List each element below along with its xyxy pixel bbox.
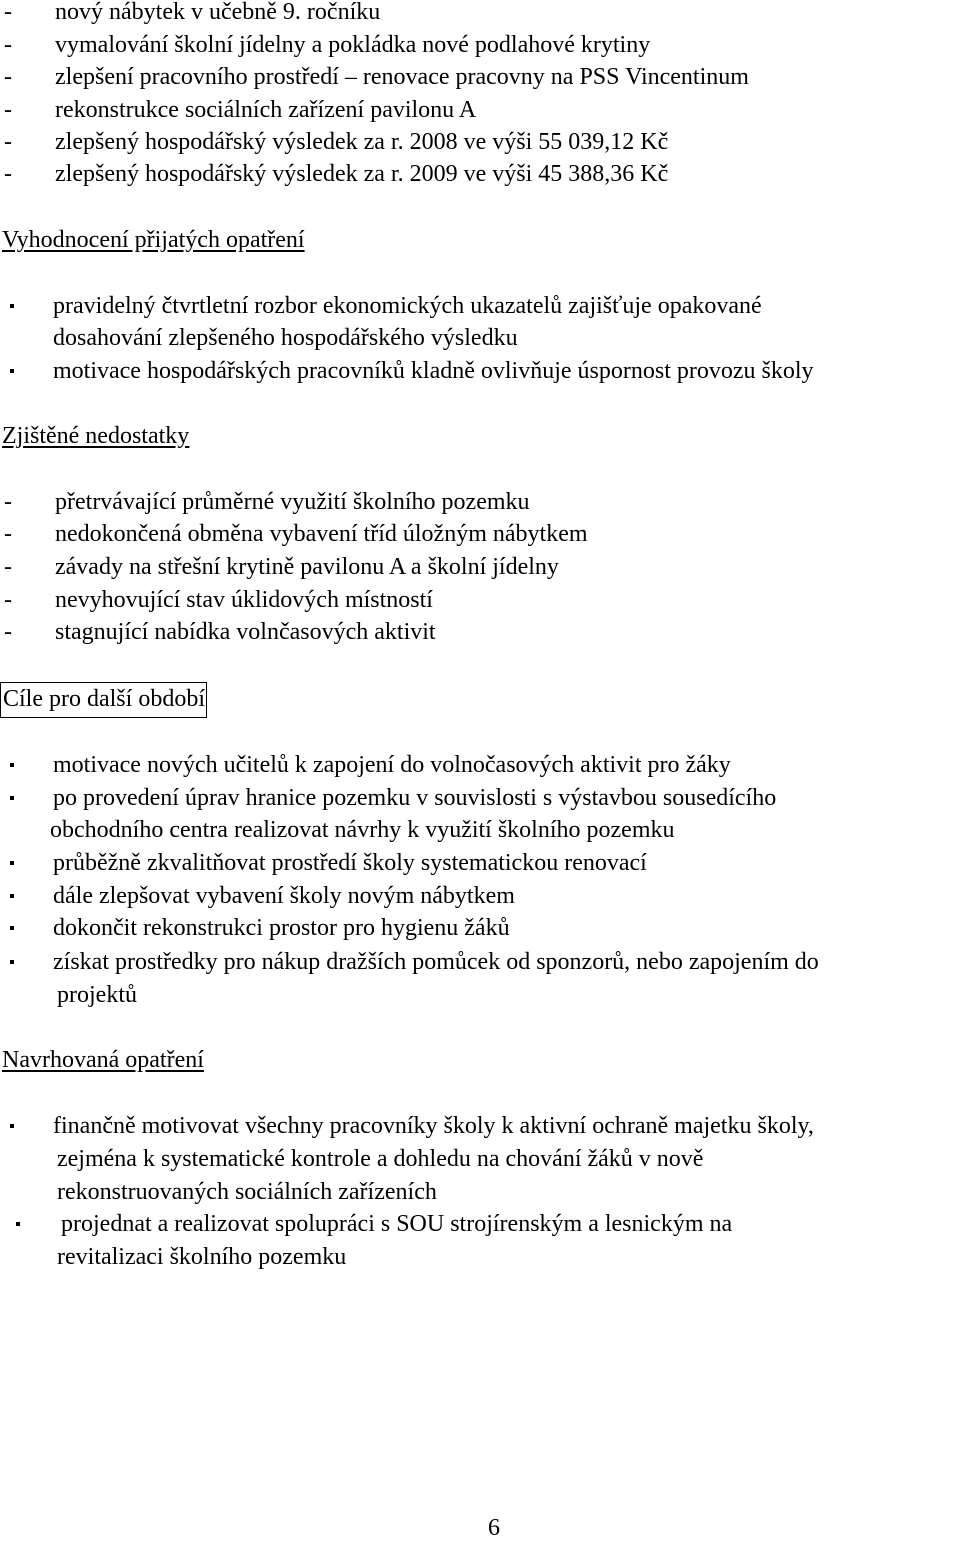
bullet-text: po provedení úprav hranice pozemku v souvislosti s výstavbou sousedícího [53, 785, 777, 811]
dash-marker: - [4, 587, 12, 613]
dash-marker: - [4, 554, 12, 580]
bullet-text: dále zlepšovat vybavení školy novým nábytkem [53, 883, 515, 909]
bullet-text: pravidelný čtvrtletní rozbor ekonomických ukazatelů zajišťuje opakované [53, 293, 762, 319]
square-bullet-icon [10, 861, 14, 865]
bullet-text: finančně motivovat všechny pracovníky školy k aktivní ochraně majetku školy, [53, 1113, 814, 1139]
list-item-text: zlepšení pracovního prostředí – renovace pracovny na PSS Vincentinum [55, 64, 749, 90]
dash-marker: - [4, 0, 12, 25]
list-item-text: zlepšený hospodářský výsledek za r. 2008 ve výši 55 039,12 Kč [55, 129, 669, 155]
dash-marker: - [4, 161, 12, 187]
square-bullet-icon [16, 1222, 20, 1226]
list-item-text: rekonstrukce sociálních zařízení pavilonu A [55, 97, 477, 123]
dash-marker: - [4, 619, 12, 645]
bullet-text: obchodního centra realizovat návrhy k využití školního pozemku [50, 817, 675, 843]
bullet-text: získat prostředky pro nákup dražších pomůcek od sponzorů, nebo zapojením do [53, 949, 819, 975]
section-heading-nedostatky: Zjištěné nedostatky [2, 423, 190, 449]
dash-marker: - [4, 97, 12, 123]
square-bullet-icon [10, 960, 14, 964]
bullet-text: dosahování zlepšeného hospodářského výsledku [53, 325, 518, 351]
bullet-text: motivace hospodářských pracovníků kladně ovlivňuje úspornost provozu školy [53, 358, 814, 384]
square-bullet-icon [10, 926, 14, 930]
bullet-text: motivace nových učitelů k zapojení do volnočasových aktivit pro žáky [53, 752, 731, 778]
dash-marker: - [4, 489, 12, 515]
list-item-text: nedokončená obměna vybavení tříd úložným nábytkem [55, 521, 588, 547]
square-bullet-icon [10, 796, 14, 800]
bullet-text: projednat a realizovat spolupráci s SOU strojírenským a lesnickým na [61, 1211, 733, 1237]
square-bullet-icon [10, 894, 14, 898]
dash-marker: - [4, 64, 12, 90]
section-heading-navrhovana: Navrhovaná opatření [2, 1047, 204, 1073]
square-bullet-icon [10, 369, 14, 373]
dash-marker: - [4, 521, 12, 547]
list-item-text: zlepšený hospodářský výsledek za r. 2009 ve výši 45 388,36 Kč [55, 161, 669, 187]
dash-marker: - [4, 32, 12, 58]
section-heading-vyhodnoceni: Vyhodnocení přijatých opatření [2, 227, 305, 253]
list-item-text: závady na střešní krytině pavilonu A a školní jídelny [55, 554, 559, 580]
square-bullet-icon [10, 1124, 14, 1128]
bullet-text: projektů [57, 982, 137, 1008]
section-heading-cile: Cíle pro další období [0, 682, 207, 718]
square-bullet-icon [10, 304, 14, 308]
bullet-text: dokončit rekonstrukci prostor pro hygienu žáků [53, 915, 510, 941]
page-number: 6 [488, 1515, 500, 1541]
bullet-text: revitalizaci školního pozemku [57, 1244, 347, 1270]
bullet-text: průběžně zkvalitňovat prostředí školy systematickou renovací [53, 850, 647, 876]
list-item-text: vymalování školní jídelny a pokládka nové podlahové krytiny [55, 32, 651, 58]
list-item-text: přetrvávající průměrné využití školního pozemku [55, 489, 530, 515]
bullet-text: rekonstruovaných sociálních zařízeních [57, 1179, 437, 1205]
list-item-text: nový nábytek v učebně 9. ročníku [55, 0, 381, 25]
square-bullet-icon [10, 763, 14, 767]
bullet-text: zejména k systematické kontrole a dohledu na chování žáků v nově [57, 1146, 704, 1172]
list-item-text: nevyhovující stav úklidových místností [55, 587, 433, 613]
list-item-text: stagnující nabídka volnčasových aktivit [55, 619, 436, 645]
dash-marker: - [4, 129, 12, 155]
